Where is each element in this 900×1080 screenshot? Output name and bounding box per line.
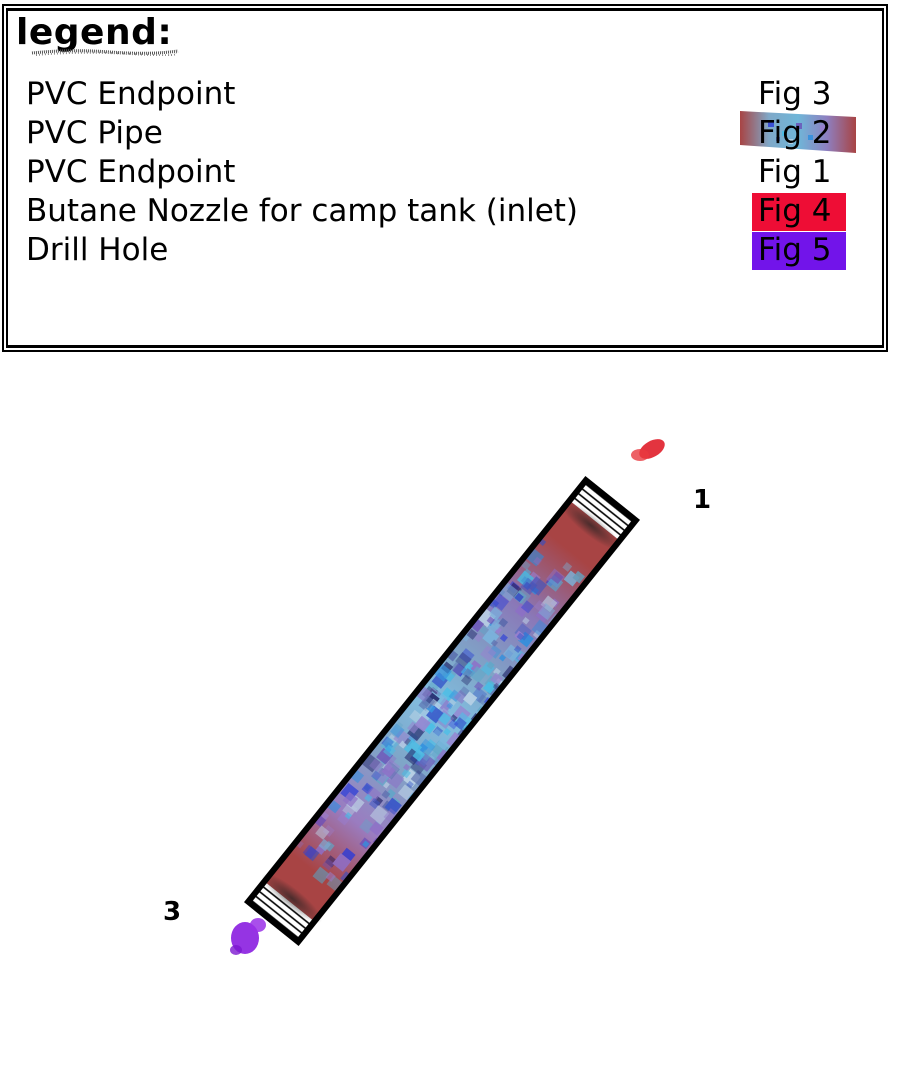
legend-underline-scribble xyxy=(30,48,180,56)
pvc-pipe-body xyxy=(248,480,645,949)
legend-item-label: PVC Endpoint xyxy=(26,76,236,112)
end-label-3: 3 xyxy=(163,897,182,927)
legend-item-fig: Fig 5 xyxy=(758,232,832,268)
legend-item-label: Drill Hole xyxy=(26,232,169,268)
legend-item-pvc-endpoint-fig1 xyxy=(26,154,856,192)
legend-item-pvc-endpoint-fig3 xyxy=(26,76,856,114)
pipe-diagram xyxy=(0,360,900,1080)
legend-item-label: PVC Endpoint xyxy=(26,154,236,190)
end-label-1: 1 xyxy=(693,485,712,515)
drill-hole xyxy=(230,918,266,955)
legend-item-fig: Fig 2 xyxy=(758,115,832,151)
legend-item-drill-hole xyxy=(26,232,856,270)
pvc-pipe-assembly xyxy=(244,477,646,950)
legend-item-fig: Fig 3 xyxy=(758,76,832,112)
legend-title: legend: xyxy=(16,12,173,53)
legend-item-fig: Fig 1 xyxy=(758,154,832,190)
legend-item-fig: Fig 4 xyxy=(758,193,832,229)
butane-nozzle-inlet xyxy=(631,435,668,463)
legend-item-label: PVC Pipe xyxy=(26,115,163,151)
legend-item-pvc-pipe xyxy=(26,115,856,153)
legend-item-label: Butane Nozzle for camp tank (inlet) xyxy=(26,193,579,229)
legend-item-butane-nozzle xyxy=(26,193,856,231)
